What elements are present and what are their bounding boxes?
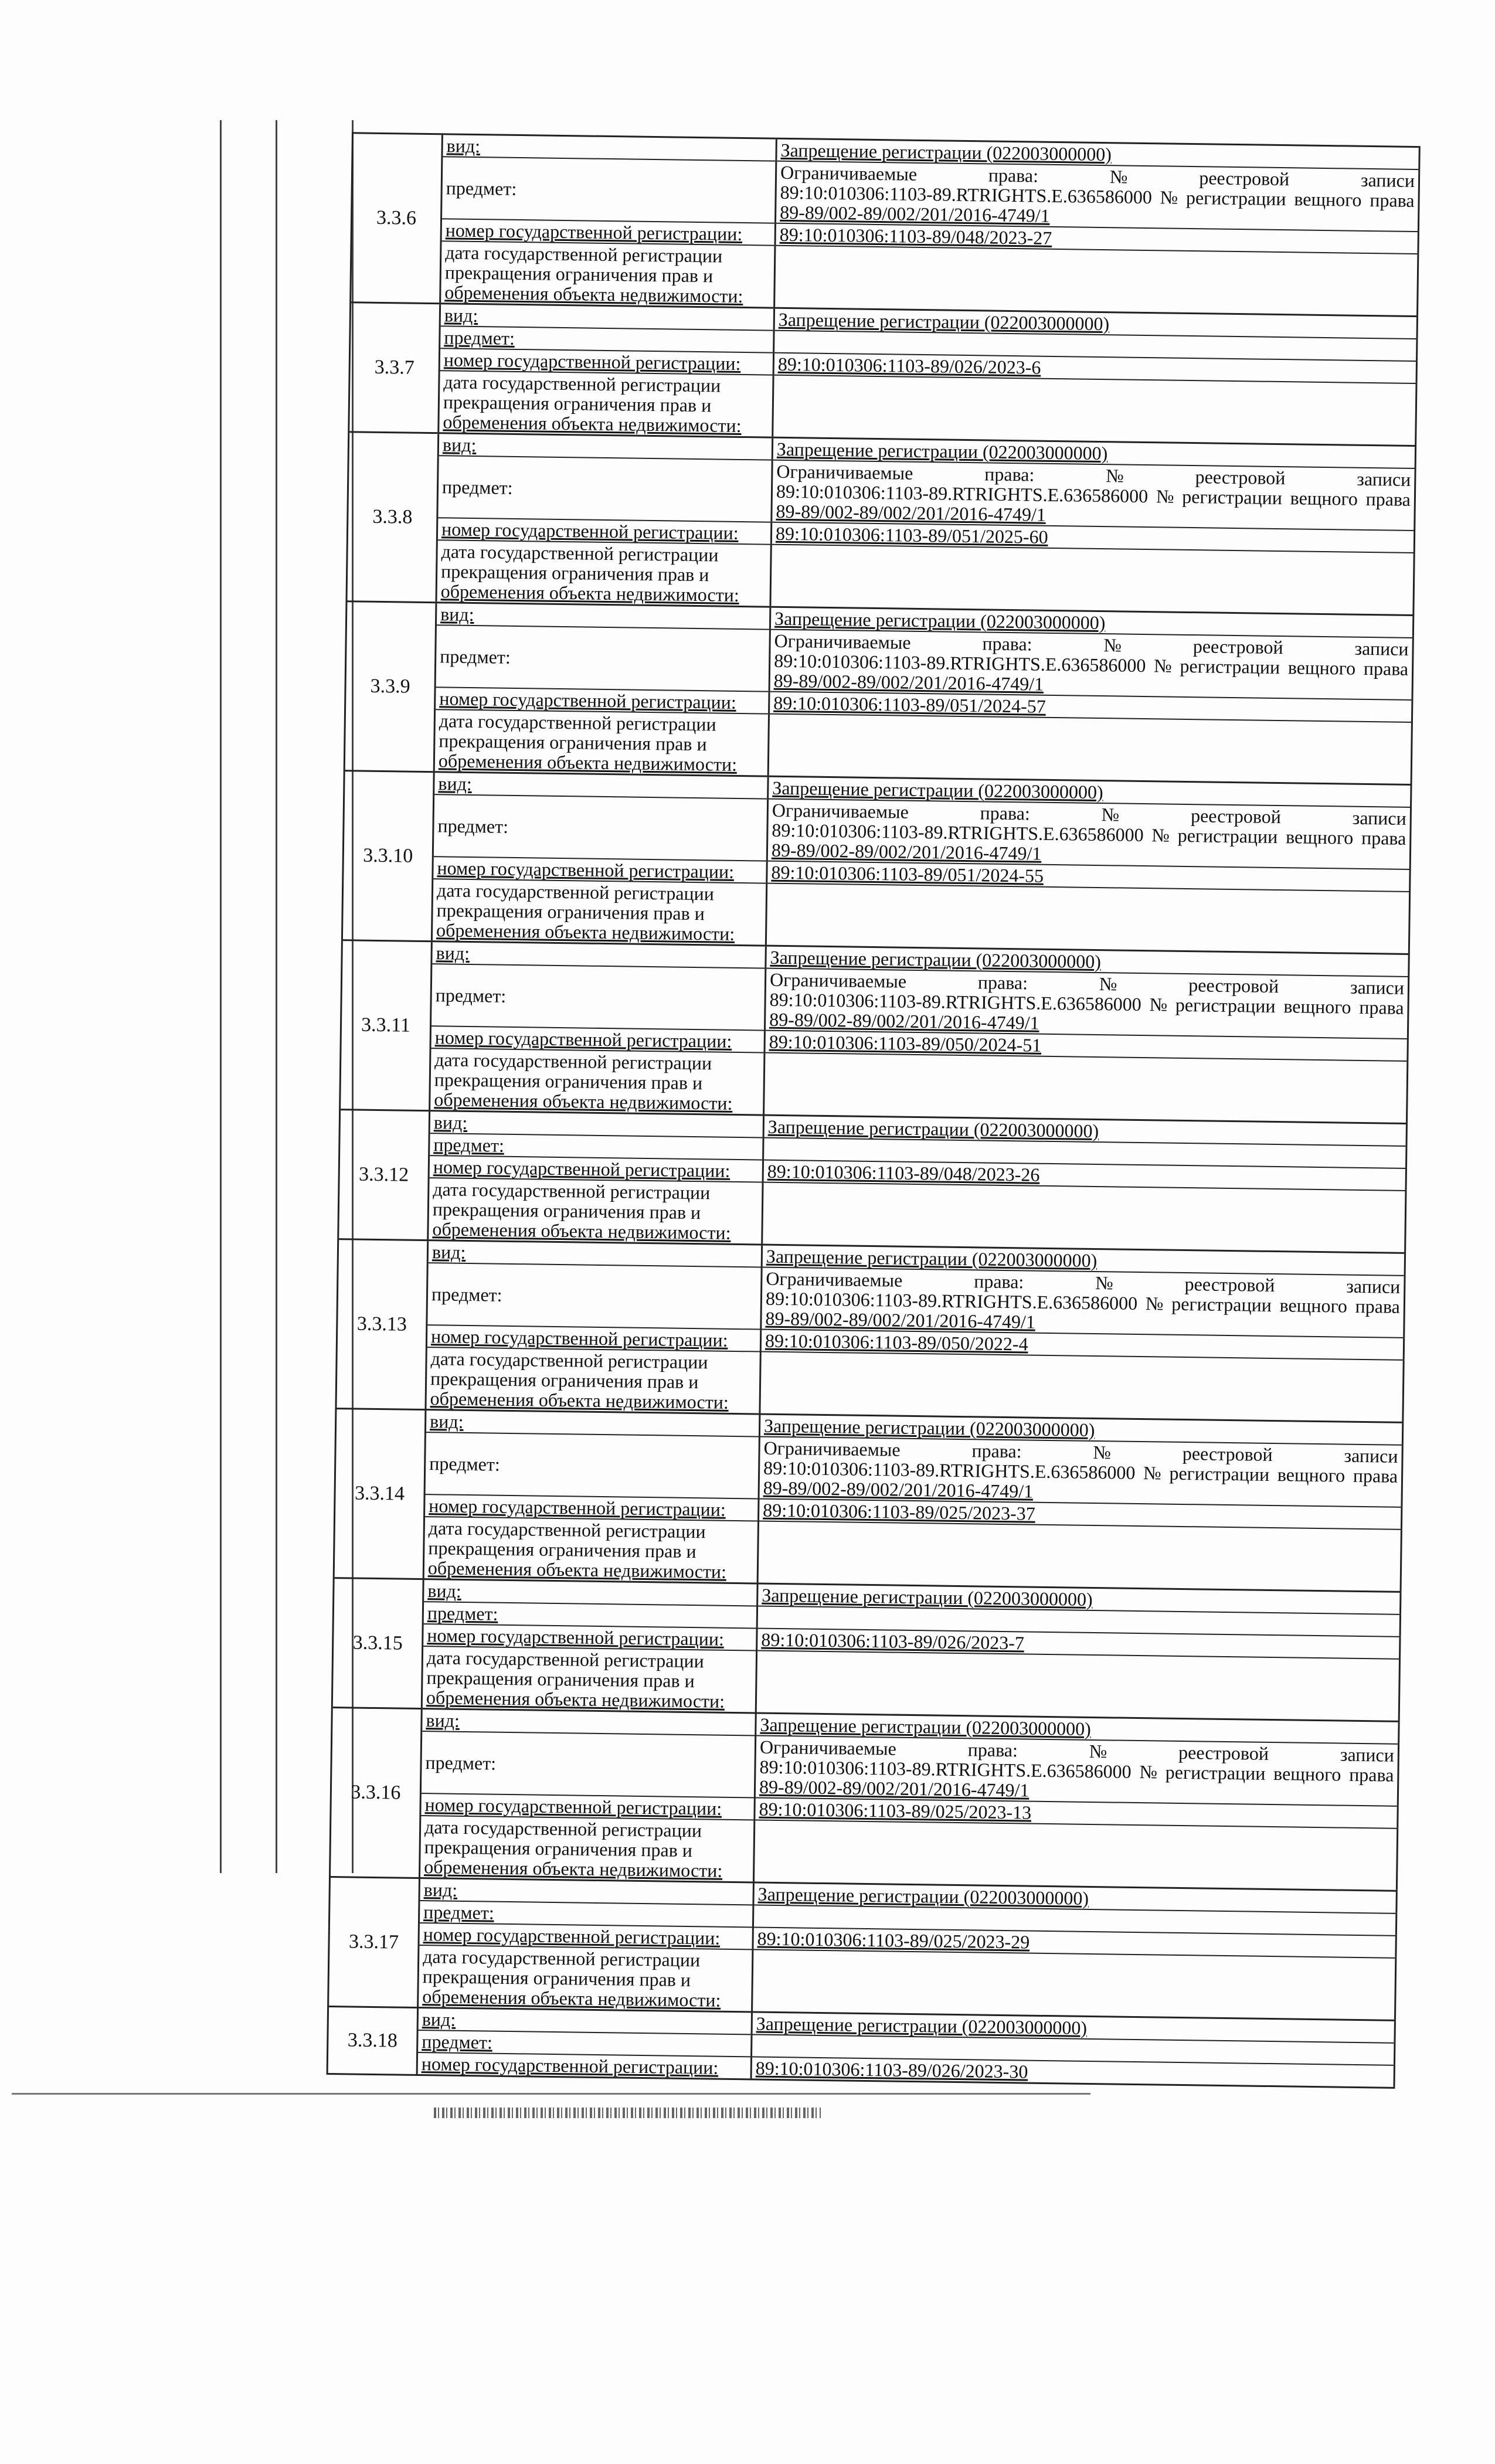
record-number: 3.3.7: [349, 303, 441, 432]
label-data-line: прекращения ограничения прав и: [428, 1537, 696, 1562]
predmet-word: права: [1348, 1763, 1394, 1786]
record-section: [335, 1409, 1404, 1593]
record-section: [329, 1878, 1398, 2021]
predmet-line-3: 89-89/002-89/002/201/2016-4749/1: [769, 1008, 1039, 1034]
encumbrance-table: [117, 129, 1415, 2082]
label-predmet: предмет:: [442, 157, 777, 222]
label-data-line: дата государственной регистрации: [433, 1178, 711, 1204]
predmet-word: права: [1355, 1295, 1401, 1317]
label-vid: вид:: [422, 1709, 756, 1735]
record-section: [339, 1110, 1408, 1254]
record-rows: [435, 603, 1415, 784]
predmet-word: реестровой: [1188, 974, 1279, 997]
label-data-line: обременения объекта недвижимости:: [426, 1687, 725, 1712]
predmet-line-3: 89-89/002-89/002/201/2016-4749/1: [776, 500, 1046, 525]
value-vid: Запрещение регистрации (022003000000): [763, 1246, 1406, 1275]
predmet-word: записи: [1346, 1275, 1401, 1297]
value-nomer: 89:10:010306:1103-89/025/2023-37: [759, 1500, 1402, 1529]
record-number: 3.3.13: [337, 1240, 429, 1409]
barcode-strip: [434, 2108, 821, 2118]
label-data-line: дата государственной регистрации: [434, 1049, 712, 1074]
row-data: [420, 1816, 1398, 1890]
predmet-word: 89:10:010306:1103-89.RTRIGHTS.E.636586000: [772, 819, 1144, 846]
label-nomer: номер государственной регистрации:: [431, 1027, 766, 1052]
predmet-word: Ограничиваемые: [772, 799, 909, 823]
label-data-line: прекращения ограничения прав и: [436, 899, 705, 925]
label-nomer: номер государственной регистрации:: [430, 1156, 764, 1181]
scan-margin-line: [220, 120, 222, 1873]
record-number: 3.3.15: [333, 1579, 424, 1708]
predmet-word: №: [1160, 186, 1178, 208]
predmet-word: права: [1361, 827, 1406, 849]
label-data-line: обременения объекта недвижимости:: [424, 1856, 723, 1881]
record-section: [331, 1708, 1400, 1892]
label-data-line: прекращения ограничения прав и: [432, 1198, 701, 1223]
label-nomer: номер государственной регистрации:: [440, 349, 774, 374]
row-data: [441, 242, 1419, 315]
predmet-word: права:: [967, 1739, 1018, 1761]
value-predmet: [760, 1437, 1404, 1507]
predmet-word: №: [1099, 973, 1117, 995]
record-number: 3.3.9: [345, 602, 437, 771]
predmet-word: реестровой: [1192, 635, 1283, 658]
record-rows: [420, 1709, 1400, 1890]
value-predmet: [762, 1268, 1405, 1337]
record-number: 3.3.6: [351, 134, 443, 303]
predmet-line-3: 89-89/002-89/002/201/2016-4749/1: [759, 1776, 1029, 1801]
predmet-word: права: [1353, 1464, 1398, 1487]
value-data: [760, 1352, 1404, 1422]
row-data: [435, 710, 1413, 784]
record-section: [341, 941, 1410, 1124]
label-data-line: прекращения ограничения прав и: [424, 1836, 693, 1861]
value-vid: Запрещение регистрации (022003000000): [756, 1714, 1399, 1744]
predmet-word: Ограничиваемые: [766, 1267, 903, 1291]
label-nomer: номер государственной регистрации:: [425, 1495, 759, 1520]
label-predmet: предмет:: [422, 1732, 756, 1797]
row-data: [439, 371, 1417, 445]
label-data-line: обременения объекта недвижимости:: [434, 1089, 733, 1114]
label-predmet: предмет:: [440, 327, 774, 352]
value-vid: Запрещение регистрации (022003000000): [765, 1116, 1408, 1146]
predmet-word: Ограничиваемые: [759, 1736, 897, 1759]
value-vid: Запрещение регистрации (022003000000): [775, 309, 1418, 338]
label-nomer: номер государственной регистрации:: [442, 219, 776, 244]
value-vid: Запрещение регистрации (022003000000): [766, 947, 1409, 976]
row-data: [426, 1348, 1404, 1422]
value-nomer: 89:10:010306:1103-89/051/2025-60: [772, 523, 1415, 552]
label-vid: вид:: [432, 942, 766, 967]
value-vid: Запрещение регистрации (022003000000): [754, 1883, 1397, 1912]
value-data: [771, 545, 1415, 614]
value-nomer: 89:10:010306:1103-89/025/2023-29: [753, 1928, 1397, 1957]
label-vid: вид:: [441, 304, 775, 329]
label-data-line: дата государственной регистрации: [424, 1816, 702, 1841]
label-vid: вид:: [439, 434, 773, 459]
label-data-line: дата государственной регистрации: [436, 879, 715, 905]
predmet-word: Ограничиваемые: [774, 630, 911, 653]
predmet-word: права: [1363, 657, 1409, 679]
label-data-line: прекращения ограничения прав и: [439, 730, 707, 755]
label-predmet: предмет:: [427, 1263, 762, 1328]
predmet-word: №: [1103, 634, 1122, 656]
label-vid: вид:: [424, 1580, 758, 1605]
value-data: [763, 1183, 1406, 1252]
predmet-word: №: [1153, 655, 1172, 677]
record-rows: [423, 1580, 1402, 1721]
label-data-line: обременения объекта недвижимости:: [432, 1218, 731, 1243]
predmet-word: №: [1089, 1740, 1107, 1762]
value-data: [773, 376, 1417, 445]
row-data: [429, 1178, 1406, 1252]
predmet-word: вещного: [1290, 487, 1358, 509]
predmet-word: записи: [1340, 1744, 1395, 1766]
record-number: 3.3.11: [341, 941, 433, 1110]
predmet-word: 89:10:010306:1103-89.RTRIGHTS.E.636586000: [759, 1756, 1132, 1782]
predmet-line-3: 89-89/002-89/002/201/2016-4749/1: [763, 1477, 1034, 1502]
predmet-word: вещного: [1285, 826, 1354, 848]
value-nomer: 89:10:010306:1103-89/026/2023-6: [774, 354, 1418, 383]
predmet-word: реестровой: [1178, 1741, 1269, 1764]
predmet-word: записи: [1352, 807, 1406, 829]
predmet-line-3: 89-89/002-89/002/201/2016-4749/1: [765, 1307, 1036, 1333]
label-nomer: номер государственной регистрации:: [438, 518, 772, 543]
predmet-word: №: [1106, 465, 1124, 487]
predmet-word: реестровой: [1182, 1442, 1273, 1465]
row-data: [437, 541, 1415, 614]
label-data-line: дата государственной регистрации: [445, 242, 723, 267]
predmet-word: 89:10:010306:1103-89.RTRIGHTS.E.636586000: [780, 181, 1153, 208]
label-data-line: прекращения ограничения прав и: [440, 560, 709, 586]
predmet-word: вещного: [1287, 657, 1356, 679]
label-data-line: прекращения ограничения прав и: [444, 261, 713, 287]
value-vid: Запрещение регистрации (022003000000): [760, 1415, 1404, 1445]
record-rows: [439, 304, 1418, 445]
predmet-word: вещного: [1279, 1294, 1348, 1317]
predmet-word: регистрации: [1169, 1462, 1270, 1485]
predmet-word: права: [1365, 488, 1411, 510]
label-data-line: дата государственной регистрации: [441, 541, 719, 566]
predmet-word: реестровой: [1184, 1273, 1275, 1296]
record-number: 3.3.18: [328, 2007, 419, 2074]
predmet-word: регистрации: [1180, 655, 1280, 678]
value-data: [759, 1522, 1402, 1591]
row-data: [433, 879, 1411, 953]
row-data: [430, 1049, 1408, 1123]
label-data: [435, 710, 770, 775]
predmet-word: Ограничиваемые: [780, 161, 918, 185]
label-nomer: номер государственной регистрации:: [418, 2053, 752, 2078]
predmet-word: записи: [1344, 1445, 1398, 1467]
label-nomer: номер государственной регистрации:: [433, 857, 767, 882]
label-predmet: предмет:: [430, 1134, 764, 1159]
predmet-word: №: [1143, 1462, 1161, 1484]
label-data-line: дата государственной регистрации: [423, 1946, 701, 1971]
label-predmet: предмет:: [436, 626, 771, 691]
predmet-word: права: [1370, 189, 1415, 211]
predmet-word: права:: [977, 971, 1028, 994]
predmet-word: №: [1095, 1272, 1113, 1294]
record-rows: [437, 434, 1416, 614]
label-data-line: обременения объекта недвижимости:: [430, 1388, 729, 1413]
label-predmet: предмет:: [438, 456, 773, 521]
predmet-word: записи: [1357, 468, 1411, 490]
predmet-word: вещного: [1294, 188, 1362, 210]
value-nomer: 89:10:010306:1103-89/051/2024-55: [767, 862, 1411, 891]
record-rows: [433, 773, 1412, 953]
label-data-line: прекращения ограничения прав и: [422, 1966, 691, 1991]
value-vid: Запрещение регистрации (022003000000): [769, 777, 1412, 807]
label-data-line: обременения объекта недвижимости:: [427, 1557, 727, 1582]
predmet-word: регистрации: [1182, 485, 1283, 509]
predmet-word: права:: [974, 1270, 1024, 1293]
record-section: [349, 303, 1418, 447]
label-data-line: дата государственной регистрации: [430, 1348, 708, 1373]
record-section: [343, 772, 1412, 955]
label-nomer: номер государственной регистрации:: [420, 1923, 754, 1949]
predmet-word: №: [1145, 1293, 1164, 1314]
label-vid: вид:: [443, 135, 777, 160]
predmet-word: 89:10:010306:1103-89.RTRIGHTS.E.636586000: [773, 650, 1146, 677]
predmet-word: записи: [1350, 976, 1405, 998]
value-predmet: [756, 1736, 1399, 1806]
label-vid: вид:: [437, 603, 771, 628]
predmet-word: вещного: [1273, 1763, 1341, 1785]
predmet-word: вещного: [1277, 1464, 1346, 1486]
label-data-line: дата государственной регистрации: [428, 1517, 706, 1542]
label-nomer: номер государственной регистрации:: [423, 1624, 757, 1650]
record-section: [328, 2007, 1396, 2089]
predmet-word: регистрации: [1185, 186, 1286, 210]
label-data-line: прекращения ограничения прав и: [426, 1667, 695, 1692]
predmet-word: Ограничиваемые: [763, 1437, 901, 1460]
record-section: [347, 433, 1416, 616]
label-data-line: обременения объекта недвижимости:: [440, 580, 739, 606]
value-predmet: [770, 630, 1414, 699]
value-data: [753, 1950, 1397, 2019]
value-vid: Запрещение регистрации (022003000000): [773, 439, 1416, 468]
predmet-word: 89:10:010306:1103-89.RTRIGHTS.E.636586000: [776, 480, 1149, 507]
predmet-word: №: [1139, 1761, 1158, 1783]
label-data-line: обременения объекта недвижимости:: [436, 919, 735, 944]
label-data: [424, 1517, 759, 1582]
predmet-word: права:: [988, 164, 1039, 186]
record-section: [333, 1579, 1402, 1722]
record-number: 3.3.14: [335, 1409, 427, 1578]
label-data: [439, 371, 774, 436]
value-nomer: 89:10:010306:1103-89/025/2023-13: [755, 1798, 1398, 1827]
value-data: [765, 1053, 1408, 1123]
label-data-line: прекращения ограничения прав и: [434, 1069, 703, 1094]
scan-edge-line: [12, 2093, 1090, 2095]
label-nomer: номер государственной регистрации:: [421, 1794, 755, 1819]
predmet-word: №: [1156, 485, 1174, 507]
label-vid: вид:: [419, 2008, 753, 2034]
predmet-word: 89:10:010306:1103-89.RTRIGHTS.E.636586000: [769, 988, 1142, 1015]
value-vid: Запрещение регистрации (022003000000): [777, 140, 1420, 169]
row-data: [423, 1647, 1401, 1721]
value-predmet: [772, 461, 1416, 530]
row-data: [424, 1517, 1402, 1591]
predmet-word: реестровой: [1195, 466, 1286, 489]
record-number: 3.3.8: [348, 433, 440, 601]
record-rows: [429, 1112, 1408, 1252]
value-predmet: [766, 969, 1409, 1038]
record-number: 3.3.17: [329, 1878, 420, 2007]
predmet-word: 89:10:010306:1103-89.RTRIGHTS.E.636586000: [765, 1287, 1138, 1314]
value-nomer: 89:10:010306:1103-89/048/2023-27: [776, 224, 1419, 253]
label-data: [437, 541, 772, 606]
row-data: [419, 1946, 1397, 2020]
label-data-line: прекращения ограничения прав и: [443, 391, 712, 416]
label-data-line: дата государственной регистрации: [439, 710, 716, 735]
value-data: [755, 1820, 1398, 1889]
label-predmet: предмет:: [424, 1602, 758, 1627]
predmet-word: 89:10:010306:1103-89.RTRIGHTS.E.636586000: [763, 1457, 1136, 1483]
predmet-line-3: 89-89/002-89/002/201/2016-4749/1: [771, 839, 1042, 864]
value-data: [757, 1651, 1401, 1721]
scan-margin-line: [276, 120, 277, 1873]
label-predmet: предмет:: [418, 2031, 752, 2056]
label-data-line: прекращения ограничения прав и: [430, 1368, 699, 1393]
label-data: [430, 1049, 765, 1114]
value-nomer: 89:10:010306:1103-89/026/2023-30: [752, 2057, 1395, 2086]
predmet-word: права:: [982, 633, 1032, 655]
value-predmet: [776, 162, 1420, 231]
record-rows: [424, 1411, 1404, 1591]
value-data: [767, 884, 1411, 953]
label-vid: вид:: [434, 773, 769, 798]
record-rows: [430, 942, 1410, 1123]
label-data-line: обременения объекта недвижимости:: [444, 281, 743, 307]
value-vid: Запрещение регистрации (022003000000): [771, 608, 1414, 637]
value-data: [775, 246, 1419, 315]
label-data: [419, 1946, 753, 2011]
predmet-word: реестровой: [1199, 167, 1290, 190]
table-frame: [327, 132, 1421, 2089]
value-data: [769, 715, 1413, 784]
value-nomer: 89:10:010306:1103-89/026/2023-7: [757, 1629, 1401, 1658]
label-data-line: обременения объекта недвижимости:: [422, 1986, 721, 2011]
label-predmet: предмет:: [434, 795, 769, 860]
label-predmet: предмет:: [431, 964, 766, 1029]
label-vid: вид:: [426, 1411, 760, 1436]
label-predmet: предмет:: [426, 1433, 760, 1498]
predmet-word: реестровой: [1190, 805, 1282, 828]
predmet-word: регистрации: [1165, 1761, 1266, 1784]
label-data-line: дата государственной регистрации: [443, 371, 721, 396]
label-vid: вид:: [420, 1879, 755, 1904]
predmet-word: №: [1093, 1441, 1112, 1463]
value-nomer: 89:10:010306:1103-89/050/2022-4: [762, 1330, 1405, 1360]
record-number: 3.3.12: [339, 1110, 430, 1239]
label-data-line: обременения объекта недвижимости:: [438, 750, 738, 775]
record-number: 3.3.10: [343, 772, 435, 940]
predmet-word: №: [1101, 804, 1120, 825]
label-data: [420, 1816, 755, 1881]
label-nomer: номер государственной регистрации:: [436, 688, 770, 713]
predmet-word: №: [1149, 994, 1168, 1015]
predmet-word: записи: [1354, 637, 1409, 660]
label-data: [429, 1178, 763, 1243]
record-rows: [419, 1879, 1398, 2020]
label-vid: вид:: [429, 1241, 763, 1266]
record-rows: [441, 135, 1421, 315]
label-data: [426, 1348, 761, 1413]
value-predmet: [768, 800, 1412, 869]
label-data: [433, 879, 767, 944]
label-data-line: обременения объекта недвижимости:: [443, 411, 742, 436]
label-nomer: номер государственной регистрации:: [427, 1326, 762, 1351]
record-section: [351, 134, 1421, 317]
predmet-word: права: [1359, 996, 1404, 1018]
label-predmet: предмет:: [420, 1901, 754, 1926]
predmet-word: права:: [971, 1440, 1022, 1462]
record-number: 3.3.16: [331, 1708, 423, 1877]
predmet-word: регистрации: [1171, 1293, 1272, 1316]
predmet-line-3: 89-89/002-89/002/201/2016-4749/1: [780, 201, 1050, 226]
predmet-word: Ограничиваемые: [776, 460, 913, 484]
predmet-word: права:: [984, 463, 1035, 485]
value-vid: Запрещение регистрации (022003000000): [758, 1585, 1401, 1614]
predmet-word: права:: [980, 802, 1031, 824]
predmet-word: №: [1151, 824, 1170, 846]
label-data-line: дата государственной регистрации: [426, 1647, 705, 1672]
predmet-word: вещного: [1283, 995, 1351, 1018]
value-nomer: 89:10:010306:1103-89/051/2024-57: [770, 692, 1413, 722]
predmet-word: Ограничиваемые: [769, 968, 907, 992]
value-nomer: 89:10:010306:1103-89/048/2023-26: [764, 1161, 1407, 1190]
predmet-word: регистрации: [1177, 824, 1278, 848]
record-section: [345, 602, 1415, 786]
record-rows: [418, 2008, 1396, 2087]
value-nomer: 89:10:010306:1103-89/050/2024-51: [765, 1031, 1408, 1061]
predmet-line-3: 89-89/002-89/002/201/2016-4749/1: [773, 669, 1044, 695]
predmet-word: №: [1109, 166, 1128, 188]
predmet-word: записи: [1360, 169, 1415, 191]
label-vid: вид:: [430, 1112, 765, 1137]
predmet-word: регистрации: [1175, 994, 1276, 1017]
record-section: [337, 1240, 1406, 1423]
label-data: [441, 242, 776, 307]
record-rows: [426, 1241, 1406, 1422]
value-vid: Запрещение регистрации (022003000000): [753, 2013, 1396, 2042]
label-data: [423, 1647, 757, 1712]
